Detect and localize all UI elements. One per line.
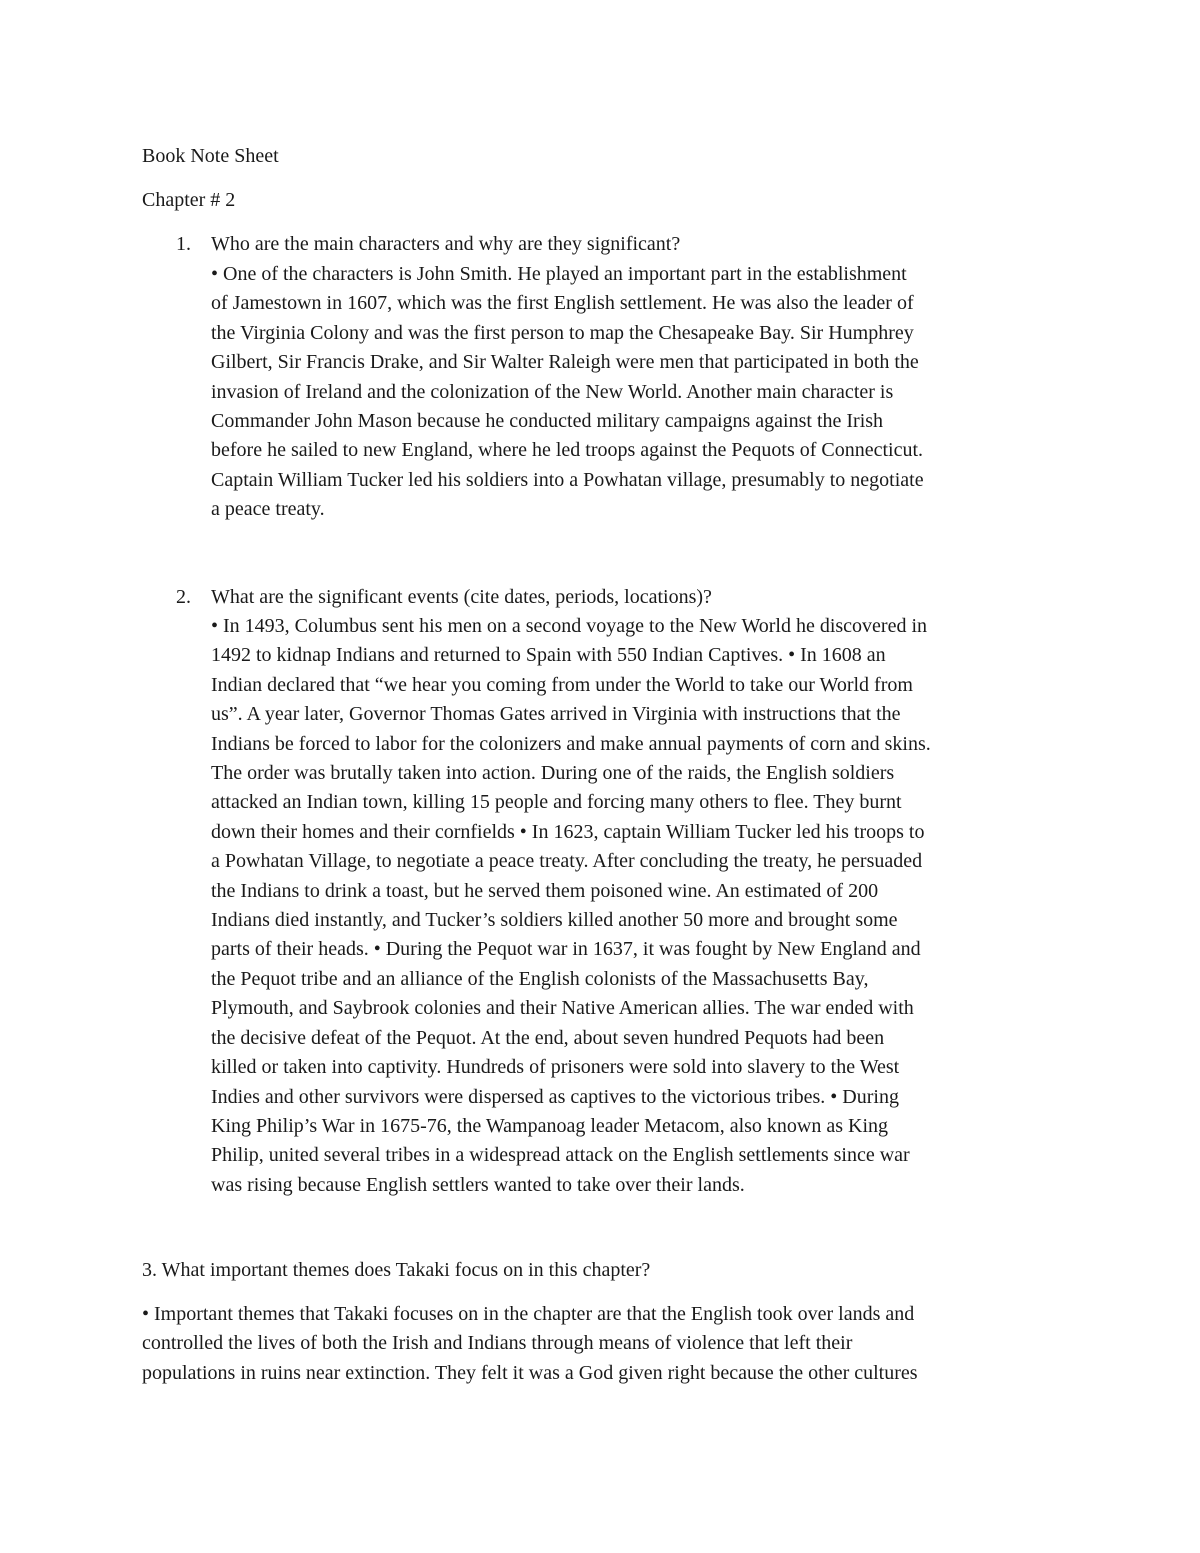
question-2-number: 2.	[176, 586, 191, 608]
answer-line: attacked an Indian town, killing 15 people and forcing many others to flee. They burnt	[211, 791, 902, 814]
answer-line: Indians be forced to labor for the colonizers and make annual payments of corn and skins.	[211, 732, 931, 755]
answer-line: before he sailed to new England, where he led troops against the Pequots of Connecticut.	[211, 439, 924, 462]
question-3-text: 3. What important themes does Takaki focus on in this chapter?	[142, 1259, 651, 1281]
answer-line: the Indians to drink a toast, but he served them poisoned wine. An estimated of 200	[211, 879, 879, 902]
answer-line: Indies and other survivors were dispersed as captives to the victorious tribes. • During	[211, 1085, 899, 1108]
answer-line: the decisive defeat of the Pequot. At the end, about seven hundred Pequots had been	[211, 1026, 885, 1049]
question-2-text: What are the significant events (cite dates, periods, locations)?	[211, 586, 712, 608]
answer-line: Indian declared that “we hear you coming from under the World to take our World from	[211, 673, 913, 696]
answer-line: Indians died instantly, and Tucker’s soldiers killed another 50 more and brought some	[211, 909, 898, 932]
answer-line: was rising because English settlers wanted to take over their lands.	[211, 1173, 745, 1196]
answer-line: populations in ruins near extinction. They felt it was a God given right because the other cultures	[142, 1361, 918, 1384]
answer-line: a Powhatan Village, to negotiate a peace treaty. After concluding the treaty, he persuaded	[211, 850, 923, 873]
answer-line: controlled the lives of both the Irish and Indians through means of violence that left their	[142, 1332, 853, 1355]
question-1-number: 1.	[176, 233, 191, 255]
question-2-answer	[211, 612, 1066, 1200]
answer-line: 1492 to kidnap Indians and returned to Spain with 550 Indian Captives. • In 1608 an	[211, 644, 886, 667]
answer-line: Commander John Mason because he conducted military campaigns against the Irish	[211, 410, 884, 433]
chapter-heading: Chapter # 2	[142, 189, 236, 211]
answer-line: a peace treaty.	[211, 498, 325, 521]
document-title: Book Note Sheet	[142, 145, 279, 167]
answer-line: King Philip’s War in 1675-76, the Wampanoag leader Metacom, also known as King	[211, 1114, 889, 1137]
answer-line: Gilbert, Sir Francis Drake, and Sir Walter Raleigh were men that participated in both the	[211, 351, 919, 374]
answer-line: • Important themes that Takaki focuses on in the chapter are that the English took over lands and	[142, 1303, 915, 1325]
question-3-answer	[142, 1300, 1062, 1388]
answer-line: • In 1493, Columbus sent his men on a second voyage to the New World he discovered in	[211, 615, 928, 637]
answer-line: invasion of Ireland and the colonization of the New World. Another main character is	[211, 380, 894, 403]
answer-line: killed or taken into captivity. Hundreds of prisoners were sold into slavery to the West	[211, 1056, 900, 1079]
answer-line: down their homes and their cornfields • In 1623, captain William Tucker led his troops to	[211, 820, 925, 843]
answer-line: parts of their heads. • During the Pequot war in 1637, it was fought by New England and	[211, 938, 921, 961]
answer-line: Philip, united several tribes in a widespread attack on the English settlements since war	[211, 1144, 910, 1167]
question-1-answer	[211, 260, 1066, 525]
answer-line: the Virginia Colony and was the first person to map the Chesapeake Bay. Sir Humphrey	[211, 321, 914, 344]
answer-line: of Jamestown in 1607, which was the first English settlement. He was also the leader of	[211, 292, 914, 315]
question-1-text: Who are the main characters and why are they significant?	[211, 233, 681, 255]
answer-line: Captain William Tucker led his soldiers into a Powhatan village, presumably to negotiate	[211, 468, 924, 491]
answer-line: the Pequot tribe and an alliance of the English colonists of the Massachusetts Bay,	[211, 967, 869, 990]
answer-line: • One of the characters is John Smith. He played an important part in the establishment	[211, 263, 907, 285]
answer-line: us”. A year later, Governor Thomas Gates arrived in Virginia with instructions that the	[211, 703, 901, 726]
answer-line: Plymouth, and Saybrook colonies and their Native American allies. The war ended with	[211, 997, 914, 1020]
answer-line: The order was brutally taken into action. During one of the raids, the English soldiers	[211, 762, 895, 785]
